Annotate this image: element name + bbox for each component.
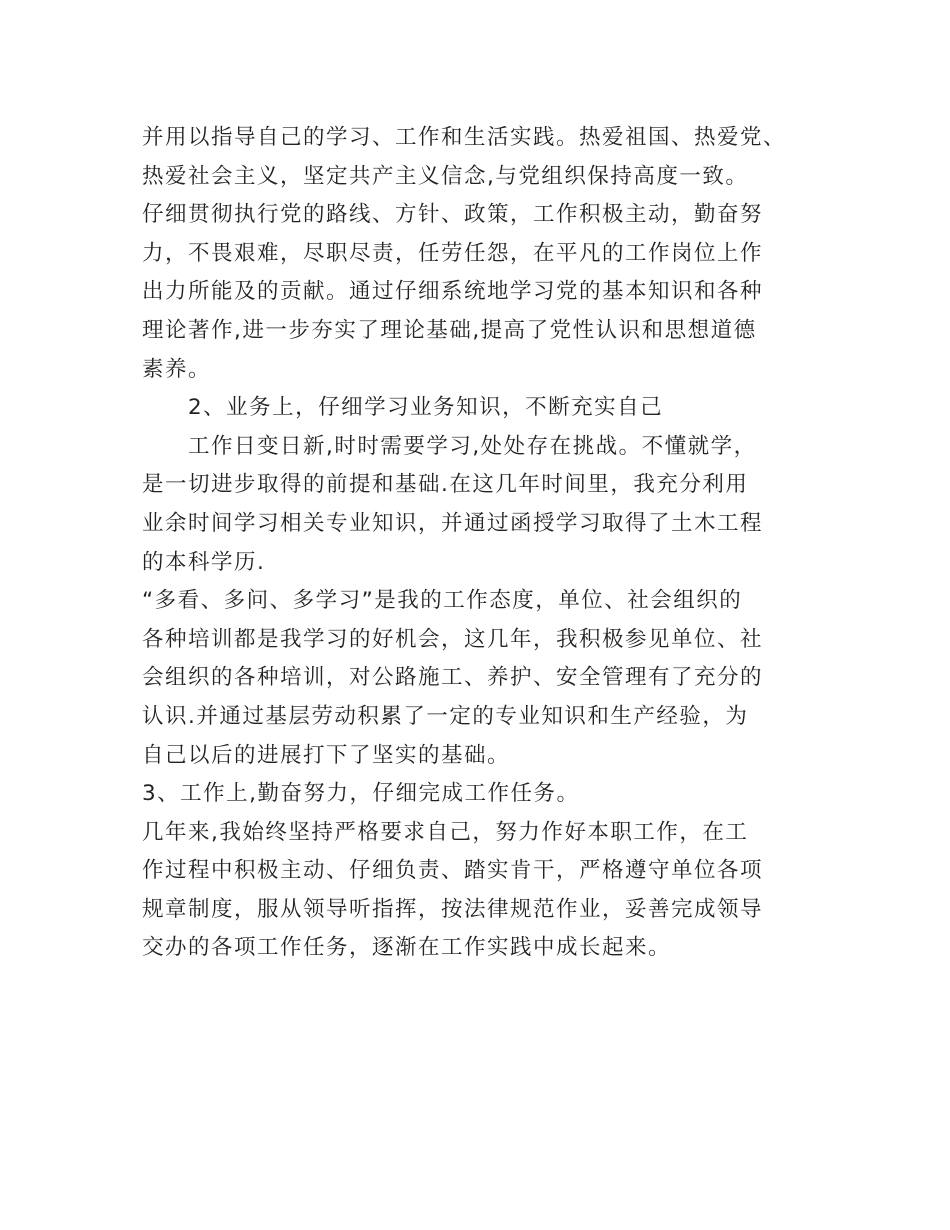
text-line: 自己以后的进展打下了坚实的基础。: [142, 742, 511, 768]
text-line: 力，不畏艰难，尽职尽责，任劳任怨，在平凡的工作岗位上作: [142, 240, 764, 266]
text-line: 是一切进步取得的前提和基础.在这几年时间里，我充分利用: [142, 472, 749, 498]
text-line: 各种培训都是我学习的好机会，这几年，我积极参见单位、社: [142, 626, 764, 652]
text-line: 交办的各项工作任务，逐渐在工作实践中成长起来。: [142, 935, 672, 961]
text-line: 热爱社会主义，坚定共产主义信念,与党组织保持高度一致。: [142, 163, 749, 189]
text-line: “多看、多问、多学习”是我的工作态度，单位、社会组织的: [142, 588, 743, 614]
text-line: 业余时间学习相关专业知识，并通过函授学习取得了土木工程: [142, 510, 764, 536]
text-line: 仔细贯彻执行党的路线、方针、政策，工作积极主动，勤奋努: [142, 202, 764, 228]
text-line: 工作日变日新,时时需要学习,处处存在挑战。不懂就学，: [188, 433, 757, 459]
text-line: 的本科学历.: [142, 549, 266, 575]
text-line: 会组织的各种培训，对公路施工、养护、安全管理有了充分的: [142, 665, 764, 691]
text-line: 认识.并通过基层劳动积累了一定的专业知识和生产经验，为: [142, 703, 749, 729]
text-line: 几年来,我始终坚持严格要求自己，努力作好本职工作，在工: [142, 819, 749, 845]
text-line: 作过程中积极主动、仔细负责、踏实肯干，严格遵守单位各项: [142, 858, 764, 884]
text-line: 理论著作,进一步夯实了理论基础,提高了党性认识和思想道德: [142, 317, 757, 343]
text-line: 素养。: [142, 356, 212, 382]
section-heading: 2、业务上，仔细学习业务知识，不断充实自己: [188, 395, 664, 421]
text-line: 规章制度，服从领导听指挥，按法律规范作业，妥善完成领导: [142, 896, 764, 922]
document-body: [142, 119, 842, 968]
section-heading: 3、工作上,勤奋努力，仔细完成工作任务。: [142, 781, 580, 807]
text-line: 出力所能及的贡献。通过仔细系统地学习党的基本知识和各种: [142, 279, 764, 305]
text-line: 并用以指导自己的学习、工作和生活实践。热爱祖国、热爱党、: [142, 125, 787, 150]
